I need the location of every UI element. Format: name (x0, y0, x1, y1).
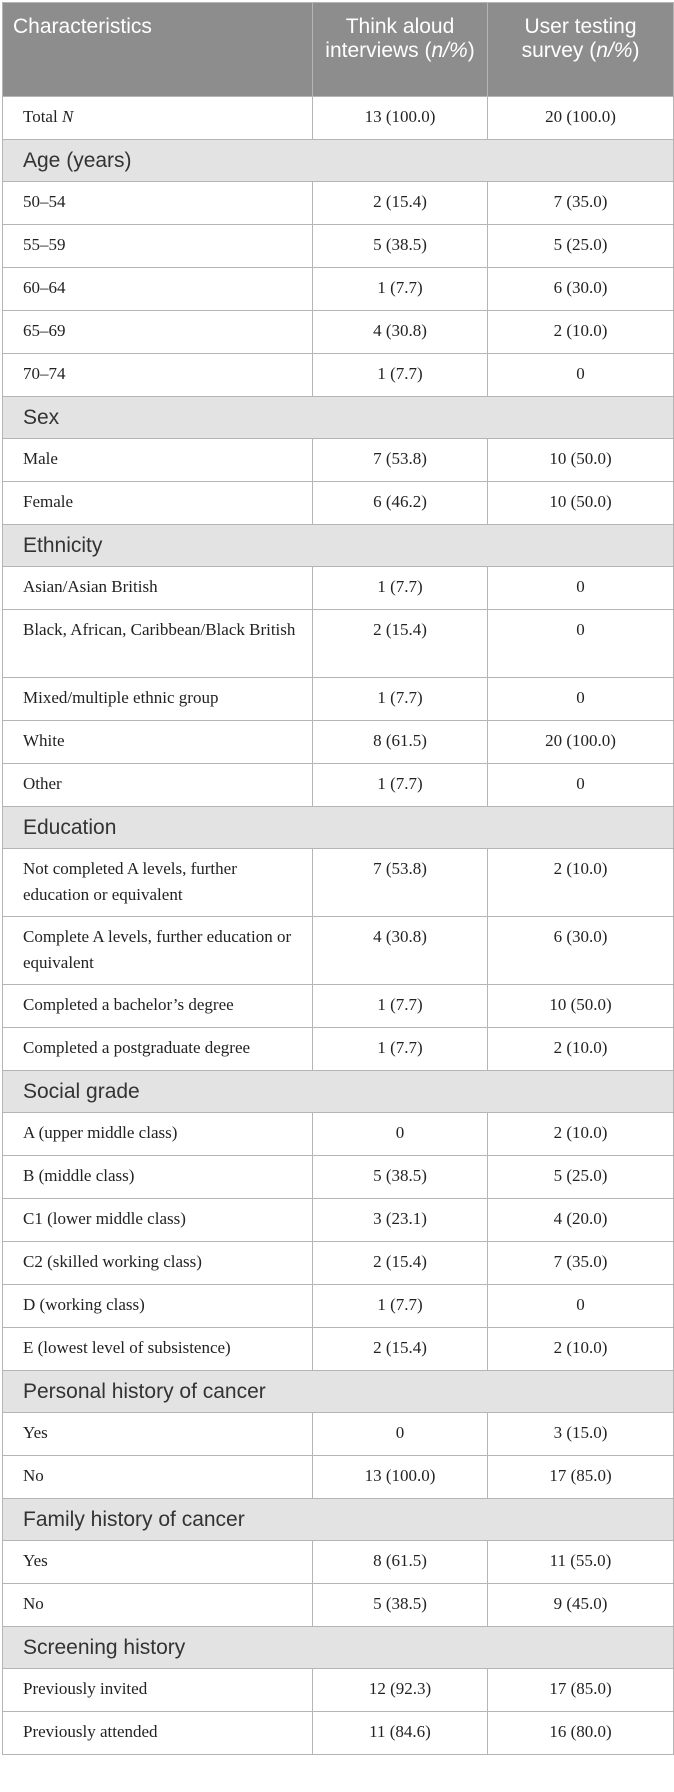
section-title: Personal history of cancer (3, 1371, 674, 1413)
cell-user-testing: 2 (10.0) (488, 849, 674, 917)
cell-user-testing: 2 (10.0) (488, 1328, 674, 1371)
table-row (3, 1712, 674, 1755)
cell-think-aloud: 1 (7.7) (313, 1028, 488, 1071)
cell-user-testing: 0 (488, 764, 674, 807)
row-label: 65–69 (3, 311, 313, 354)
cell-user-testing: 6 (30.0) (488, 917, 674, 985)
cell-think-aloud: 1 (7.7) (313, 1285, 488, 1328)
cell-user-testing: 7 (35.0) (488, 182, 674, 225)
cell-think-aloud: 5 (38.5) (313, 1584, 488, 1627)
table-row (3, 225, 674, 268)
row-label: E (lowest level of subsistence) (3, 1328, 313, 1371)
table-row (3, 567, 674, 610)
cell-user-testing: 10 (50.0) (488, 482, 674, 525)
cell-user-testing: 0 (488, 567, 674, 610)
section-header-row (3, 397, 674, 439)
cell-user-testing: 20 (100.0) (488, 97, 674, 140)
cell-think-aloud: 1 (7.7) (313, 268, 488, 311)
section-header-row (3, 807, 674, 849)
row-label: Mixed/multiple ethnic group (3, 678, 313, 721)
row-label: Not completed A levels, further education or equivalent (3, 849, 313, 917)
table-row (3, 354, 674, 397)
row-label: Completed a bachelor’s degree (3, 985, 313, 1028)
section-header-row (3, 1371, 674, 1413)
row-label: Yes (3, 1541, 313, 1584)
cell-user-testing: 5 (25.0) (488, 1156, 674, 1199)
cell-user-testing: 2 (10.0) (488, 1028, 674, 1071)
header-think-aloud: Think aloud interviews (n/%) (313, 3, 488, 97)
cell-user-testing: 9 (45.0) (488, 1584, 674, 1627)
table-row (3, 610, 674, 678)
cell-think-aloud: 4 (30.8) (313, 311, 488, 354)
cell-user-testing: 17 (85.0) (488, 1456, 674, 1499)
cell-think-aloud: 5 (38.5) (313, 1156, 488, 1199)
total-label: Total (23, 107, 58, 126)
cell-user-testing: 0 (488, 678, 674, 721)
cell-user-testing: 16 (80.0) (488, 1712, 674, 1755)
cell-user-testing: 2 (10.0) (488, 311, 674, 354)
row-label: Male (3, 439, 313, 482)
cell-user-testing: 2 (10.0) (488, 1113, 674, 1156)
row-label: White (3, 721, 313, 764)
row-label: Other (3, 764, 313, 807)
section-title: Screening history (3, 1627, 674, 1669)
table-row (3, 311, 674, 354)
cell-think-aloud: 13 (100.0) (313, 1456, 488, 1499)
total-n: N (61, 107, 74, 126)
cell-user-testing: 11 (55.0) (488, 1541, 674, 1584)
header-user-testing-label: User testing survey (521, 15, 637, 62)
cell-user-testing: 20 (100.0) (488, 721, 674, 764)
cell-think-aloud: 6 (46.2) (313, 482, 488, 525)
row-label: A (upper middle class) (3, 1113, 313, 1156)
cell-think-aloud: 2 (15.4) (313, 182, 488, 225)
section-title: Social grade (3, 1071, 674, 1113)
table-row-total (3, 97, 674, 140)
cell-think-aloud: 1 (7.7) (313, 985, 488, 1028)
cell-think-aloud: 3 (23.1) (313, 1199, 488, 1242)
cell-user-testing: 10 (50.0) (488, 439, 674, 482)
row-label: C1 (lower middle class) (3, 1199, 313, 1242)
row-label: Black, African, Caribbean/Black British (3, 610, 313, 678)
cell-think-aloud: 5 (38.5) (313, 225, 488, 268)
table-row (3, 917, 674, 985)
header-characteristics: Characteristics (3, 3, 313, 97)
table-row (3, 1199, 674, 1242)
row-label: 55–59 (3, 225, 313, 268)
header-user-testing-unit: n/% (596, 39, 633, 62)
cell-user-testing: 6 (30.0) (488, 268, 674, 311)
row-label: Completed a postgraduate degree (3, 1028, 313, 1071)
row-label (3, 97, 313, 140)
table-row (3, 482, 674, 525)
table-row (3, 764, 674, 807)
cell-user-testing: 7 (35.0) (488, 1242, 674, 1285)
table-row (3, 1584, 674, 1627)
table-row (3, 1156, 674, 1199)
header-think-aloud-label: Think aloud interviews (325, 15, 455, 62)
section-header-row (3, 1499, 674, 1541)
cell-user-testing: 17 (85.0) (488, 1669, 674, 1712)
table-row (3, 849, 674, 917)
cell-think-aloud: 7 (53.8) (313, 849, 488, 917)
cell-user-testing: 4 (20.0) (488, 1199, 674, 1242)
cell-think-aloud: 13 (100.0) (313, 97, 488, 140)
row-label: No (3, 1456, 313, 1499)
row-label: No (3, 1584, 313, 1627)
table-row (3, 439, 674, 482)
cell-user-testing: 0 (488, 610, 674, 678)
cell-think-aloud: 12 (92.3) (313, 1669, 488, 1712)
table-row (3, 1413, 674, 1456)
cell-think-aloud: 2 (15.4) (313, 1242, 488, 1285)
cell-think-aloud: 1 (7.7) (313, 678, 488, 721)
cell-think-aloud: 7 (53.8) (313, 439, 488, 482)
table-body (3, 97, 674, 1755)
header-think-aloud-unit: n/% (431, 39, 468, 62)
row-label: Asian/Asian British (3, 567, 313, 610)
cell-user-testing: 0 (488, 354, 674, 397)
table-row (3, 678, 674, 721)
table-row (3, 268, 674, 311)
table-row (3, 1028, 674, 1071)
cell-think-aloud: 11 (84.6) (313, 1712, 488, 1755)
row-label: Female (3, 482, 313, 525)
table-row (3, 985, 674, 1028)
section-header-row (3, 1071, 674, 1113)
row-label: D (working class) (3, 1285, 313, 1328)
cell-think-aloud: 0 (313, 1413, 488, 1456)
section-title: Sex (3, 397, 674, 439)
row-label: Complete A levels, further education or equivalent (3, 917, 313, 985)
row-label: 70–74 (3, 354, 313, 397)
table-row (3, 1669, 674, 1712)
header-user-testing: User testing survey (n/%) (488, 3, 674, 97)
table-row (3, 721, 674, 764)
cell-think-aloud: 2 (15.4) (313, 1328, 488, 1371)
characteristics-table (2, 2, 674, 1755)
section-header-row (3, 1627, 674, 1669)
section-title: Education (3, 807, 674, 849)
table-row (3, 1285, 674, 1328)
row-label: B (middle class) (3, 1156, 313, 1199)
row-label: Yes (3, 1413, 313, 1456)
cell-think-aloud: 2 (15.4) (313, 610, 488, 678)
cell-think-aloud: 4 (30.8) (313, 917, 488, 985)
cell-think-aloud: 1 (7.7) (313, 764, 488, 807)
section-header-row (3, 525, 674, 567)
cell-user-testing: 0 (488, 1285, 674, 1328)
section-title: Age (years) (3, 140, 674, 182)
table-row (3, 1456, 674, 1499)
row-label: 50–54 (3, 182, 313, 225)
table-row (3, 1328, 674, 1371)
cell-think-aloud: 8 (61.5) (313, 1541, 488, 1584)
cell-think-aloud: 8 (61.5) (313, 721, 488, 764)
row-label: C2 (skilled working class) (3, 1242, 313, 1285)
cell-user-testing: 3 (15.0) (488, 1413, 674, 1456)
cell-think-aloud: 1 (7.7) (313, 567, 488, 610)
row-label: Previously invited (3, 1669, 313, 1712)
table-row (3, 182, 674, 225)
cell-think-aloud: 0 (313, 1113, 488, 1156)
section-header-row (3, 140, 674, 182)
section-title: Family history of cancer (3, 1499, 674, 1541)
table-row (3, 1113, 674, 1156)
cell-think-aloud: 1 (7.7) (313, 354, 488, 397)
cell-user-testing: 5 (25.0) (488, 225, 674, 268)
row-label: Previously attended (3, 1712, 313, 1755)
cell-user-testing: 10 (50.0) (488, 985, 674, 1028)
table-header-row (3, 3, 674, 97)
table-row (3, 1242, 674, 1285)
row-label: 60–64 (3, 268, 313, 311)
section-title: Ethnicity (3, 525, 674, 567)
table-row (3, 1541, 674, 1584)
